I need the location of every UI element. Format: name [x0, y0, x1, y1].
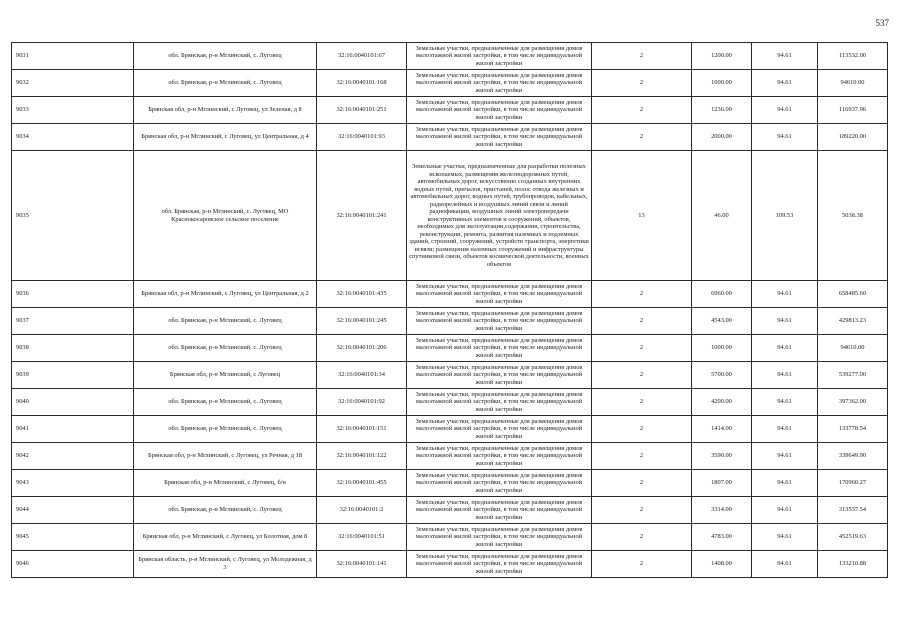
table-row: [12, 281, 888, 308]
address-cell: обл. Брянская, р-н Мглинский, с. Луговец: [134, 335, 317, 362]
page-number: 537: [875, 18, 889, 28]
table-row: [12, 362, 888, 389]
category-code-cell: 2: [592, 362, 692, 389]
table-row: [12, 308, 888, 335]
area-cell: 4543.00: [692, 308, 752, 335]
land-category-cell: Земельные участки, предназначенные для размещения домов малоэтажной жилой застройки, в том числе индивидуальной жилой застройки: [407, 443, 592, 470]
area-cell: 6960.00: [692, 281, 752, 308]
specific-value-cell: 94.61: [752, 497, 818, 524]
category-code-cell: 2: [592, 470, 692, 497]
area-cell: 1414.00: [692, 416, 752, 443]
category-code-cell: 13: [592, 151, 692, 281]
area-cell: 4783.00: [692, 524, 752, 551]
table-body: [12, 43, 888, 578]
category-code-cell: 2: [592, 497, 692, 524]
address-cell: обл. Брянская, р-н Мглинский, с. Луговец: [134, 416, 317, 443]
land-category-cell: Земельные участки, предназначенные для разработки полезных ископаемых, размещения железнодорожных путей, автомобильных дорог, искусственно созданных внутренних водных путей, причалов, пристаней, полос отвода железных и автомобильных дорог, водных путей, трубопроводов, кабельных, радиорелейных и воздушных линий связи и линий радиофикации, воздушных линий электропередачи конструктивных элементов и сооружений, объектов, необходимых для эксплуатации,содержания, строительства, реконструкции, ремонта, развития наземных и подземных зданий, строений, сооружений, устройств транспорта, энергетики исвязи; размещения наземных сооружений и инфраструктуры спутниковой связи, объектов космической деятельности, военных объектов: [407, 151, 592, 281]
category-code-cell: 2: [592, 524, 692, 551]
category-code-cell: 2: [592, 308, 692, 335]
specific-value-cell: 94.61: [752, 70, 818, 97]
area-cell: 1807.00: [692, 470, 752, 497]
address-cell: обл. Брянская, р-н Мглинский, с. Луговец: [134, 497, 317, 524]
category-code-cell: 2: [592, 335, 692, 362]
category-code-cell: 2: [592, 97, 692, 124]
cadastral-value-cell: 94610.00: [818, 70, 888, 97]
cadastral-value-cell: 658485.60: [818, 281, 888, 308]
cadastral-value-cell: 313537.54: [818, 497, 888, 524]
area-cell: 3314.00: [692, 497, 752, 524]
row-number: 9039: [12, 362, 134, 389]
land-category-cell: Земельные участки, предназначенные для размещения домов малоэтажной жилой застройки, в том числе индивидуальной жилой застройки: [407, 124, 592, 151]
cadastral-number-cell: 32:16:0040101:93: [317, 124, 407, 151]
specific-value-cell: 94.61: [752, 43, 818, 70]
land-category-cell: Земельные участки, предназначенные для размещения домов малоэтажной жилой застройки, в том числе индивидуальной жилой застройки: [407, 97, 592, 124]
table-row: [12, 551, 888, 578]
table-row: [12, 416, 888, 443]
area-cell: 1000.00: [692, 335, 752, 362]
row-number: 9042: [12, 443, 134, 470]
address-cell: Брянская обл, р-н Мглинский, с Луговец, б/н: [134, 470, 317, 497]
address-cell: Брянская обл, р-н Мглинский, с Луговец: [134, 362, 317, 389]
address-cell: Брянская обл, р-н Мглинский, с Луговец, ул Болотная, дом 8: [134, 524, 317, 551]
address-cell: обл. Брянская, р-н Мглинский, с. Луговец: [134, 43, 317, 70]
address-cell: Брянская обл, р-н Мглинский, с Луговец, ул Центральная, д 4: [134, 124, 317, 151]
land-category-cell: Земельные участки, предназначенные для размещения домов малоэтажной жилой застройки, в том числе индивидуальной жилой застройки: [407, 43, 592, 70]
specific-value-cell: 94.61: [752, 308, 818, 335]
address-cell: Брянская обл, р-н Мглинский, с Луговец, ул Речная, д 18: [134, 443, 317, 470]
category-code-cell: 2: [592, 70, 692, 97]
row-number: 9031: [12, 43, 134, 70]
area-cell: 1000.00: [692, 70, 752, 97]
address-cell: Брянская область, р-н Мглинский, с Луговец, ул Молодежная, д 3: [134, 551, 317, 578]
cadastral-value-cell: 170960.27: [818, 470, 888, 497]
cadastral-number-cell: 32:16:0040101:34: [317, 362, 407, 389]
specific-value-cell: 94.61: [752, 335, 818, 362]
row-number: 9038: [12, 335, 134, 362]
row-number: 9036: [12, 281, 134, 308]
cadastral-number-cell: 32:16:0040101:241: [317, 151, 407, 281]
cadastral-number-cell: 32:16:0040101:2: [317, 497, 407, 524]
cadastral-value-cell: 189220.00: [818, 124, 888, 151]
land-category-cell: Земельные участки, предназначенные для размещения домов малоэтажной жилой застройки, в том числе индивидуальной жилой застройки: [407, 470, 592, 497]
land-category-cell: Земельные участки, предназначенные для размещения домов малоэтажной жилой застройки, в том числе индивидуальной жилой застройки: [407, 551, 592, 578]
cadastral-value-cell: 452519.63: [818, 524, 888, 551]
row-number: 9044: [12, 497, 134, 524]
area-cell: 1200.00: [692, 43, 752, 70]
cadastral-number-cell: 32:16:0040101:141: [317, 551, 407, 578]
table-row: [12, 43, 888, 70]
cadastral-number-cell: 32:16:0040101:245: [317, 308, 407, 335]
land-category-cell: Земельные участки, предназначенные для размещения домов малоэтажной жилой застройки, в том числе индивидуальной жилой застройки: [407, 389, 592, 416]
cadastral-value-cell: 116937.96: [818, 97, 888, 124]
land-category-cell: Земельные участки, предназначенные для размещения домов малоэтажной жилой застройки, в том числе индивидуальной жилой застройки: [407, 524, 592, 551]
category-code-cell: 2: [592, 443, 692, 470]
table-row: [12, 524, 888, 551]
address-cell: Брянская обл, р-н Мглинский, с Луговец, ул Зеленая, д 8: [134, 97, 317, 124]
area-cell: 2000.00: [692, 124, 752, 151]
table-row: [12, 497, 888, 524]
cadastral-value-cell: 133210.88: [818, 551, 888, 578]
area-cell: 3590.00: [692, 443, 752, 470]
table-row: [12, 470, 888, 497]
land-category-cell: Земельные участки, предназначенные для размещения домов малоэтажной жилой застройки, в том числе индивидуальной жилой застройки: [407, 281, 592, 308]
area-cell: 46.00: [692, 151, 752, 281]
row-number: 9032: [12, 70, 134, 97]
land-category-cell: Земельные участки, предназначенные для размещения домов малоэтажной жилой застройки, в том числе индивидуальной жилой застройки: [407, 335, 592, 362]
address-cell: обл. Брянская, р-н Мглинский, с. Луговец: [134, 389, 317, 416]
cadastral-number-cell: 32:16:0040101:251: [317, 97, 407, 124]
land-category-cell: Земельные участки, предназначенные для размещения домов малоэтажной жилой застройки, в том числе индивидуальной жилой застройки: [407, 308, 592, 335]
specific-value-cell: 94.61: [752, 281, 818, 308]
specific-value-cell: 94.61: [752, 124, 818, 151]
cadastral-number-cell: 32:16:0040101:435: [317, 281, 407, 308]
row-number: 9041: [12, 416, 134, 443]
land-category-cell: Земельные участки, предназначенные для размещения домов малоэтажной жилой застройки, в том числе индивидуальной жилой застройки: [407, 70, 592, 97]
specific-value-cell: 94.61: [752, 470, 818, 497]
row-number: 9034: [12, 124, 134, 151]
category-code-cell: 2: [592, 281, 692, 308]
specific-value-cell: 94.61: [752, 551, 818, 578]
address-cell: обл. Брянская, р-н Мглинский, с. Луговец, МО Краснокосаровское сельское поселение: [134, 151, 317, 281]
land-category-cell: Земельные участки, предназначенные для размещения домов малоэтажной жилой застройки, в том числе индивидуальной жилой застройки: [407, 416, 592, 443]
table-row: [12, 151, 888, 281]
cadastral-number-cell: 32:16:0040101:122: [317, 443, 407, 470]
table-row: [12, 443, 888, 470]
cadastral-number-cell: 32:16:0040101:455: [317, 470, 407, 497]
cadastral-value-cell: 113532.00: [818, 43, 888, 70]
row-number: 9037: [12, 308, 134, 335]
cadastral-value-cell: 429813.23: [818, 308, 888, 335]
category-code-cell: 2: [592, 43, 692, 70]
table-row: [12, 97, 888, 124]
area-cell: 1408.00: [692, 551, 752, 578]
cadastral-value-cell: 94610.00: [818, 335, 888, 362]
category-code-cell: 2: [592, 551, 692, 578]
cadastral-number-cell: 32:16:0040101:67: [317, 43, 407, 70]
table-row: [12, 389, 888, 416]
row-number: 9045: [12, 524, 134, 551]
cadastral-value-cell: 397362.00: [818, 389, 888, 416]
land-category-cell: Земельные участки, предназначенные для размещения домов малоэтажной жилой застройки, в том числе индивидуальной жилой застройки: [407, 362, 592, 389]
row-number: 9043: [12, 470, 134, 497]
land-category-cell: Земельные участки, предназначенные для размещения домов малоэтажной жилой застройки, в том числе индивидуальной жилой застройки: [407, 497, 592, 524]
cadastral-number-cell: 32:16:0040101:206: [317, 335, 407, 362]
table-row: [12, 335, 888, 362]
table-row: [12, 124, 888, 151]
specific-value-cell: 94.61: [752, 362, 818, 389]
cadastral-number-cell: 32:16:0040101:51: [317, 524, 407, 551]
address-cell: обл. Брянская, р-н Мглинский, с. Луговец: [134, 308, 317, 335]
row-number: 9035: [12, 151, 134, 281]
cadastral-value-cell: 133778.54: [818, 416, 888, 443]
cadastral-value-cell: 539277.00: [818, 362, 888, 389]
cadastral-value-cell: 5038.38: [818, 151, 888, 281]
area-cell: 4200.00: [692, 389, 752, 416]
cadastral-number-cell: 32:16:0040101:168: [317, 70, 407, 97]
specific-value-cell: 94.61: [752, 97, 818, 124]
specific-value-cell: 94.61: [752, 389, 818, 416]
row-number: 9046: [12, 551, 134, 578]
area-cell: 1236.00: [692, 97, 752, 124]
specific-value-cell: 94.61: [752, 416, 818, 443]
address-cell: обл. Брянская, р-н Мглинский, с. Луговец: [134, 70, 317, 97]
row-number: 9033: [12, 97, 134, 124]
table-row: [12, 70, 888, 97]
cadastral-value-table: [11, 42, 888, 578]
address-cell: Брянская обл, р-н Мглинский, с Луговец, ул Центральная, д 2: [134, 281, 317, 308]
specific-value-cell: 94.61: [752, 524, 818, 551]
specific-value-cell: 109.53: [752, 151, 818, 281]
row-number: 9040: [12, 389, 134, 416]
cadastral-value-cell: 339649.90: [818, 443, 888, 470]
cadastral-number-cell: 32:16:0040101:151: [317, 416, 407, 443]
cadastral-number-cell: 32:16:0040101:92: [317, 389, 407, 416]
category-code-cell: 2: [592, 416, 692, 443]
area-cell: 5700.00: [692, 362, 752, 389]
category-code-cell: 2: [592, 389, 692, 416]
specific-value-cell: 94.61: [752, 443, 818, 470]
category-code-cell: 2: [592, 124, 692, 151]
